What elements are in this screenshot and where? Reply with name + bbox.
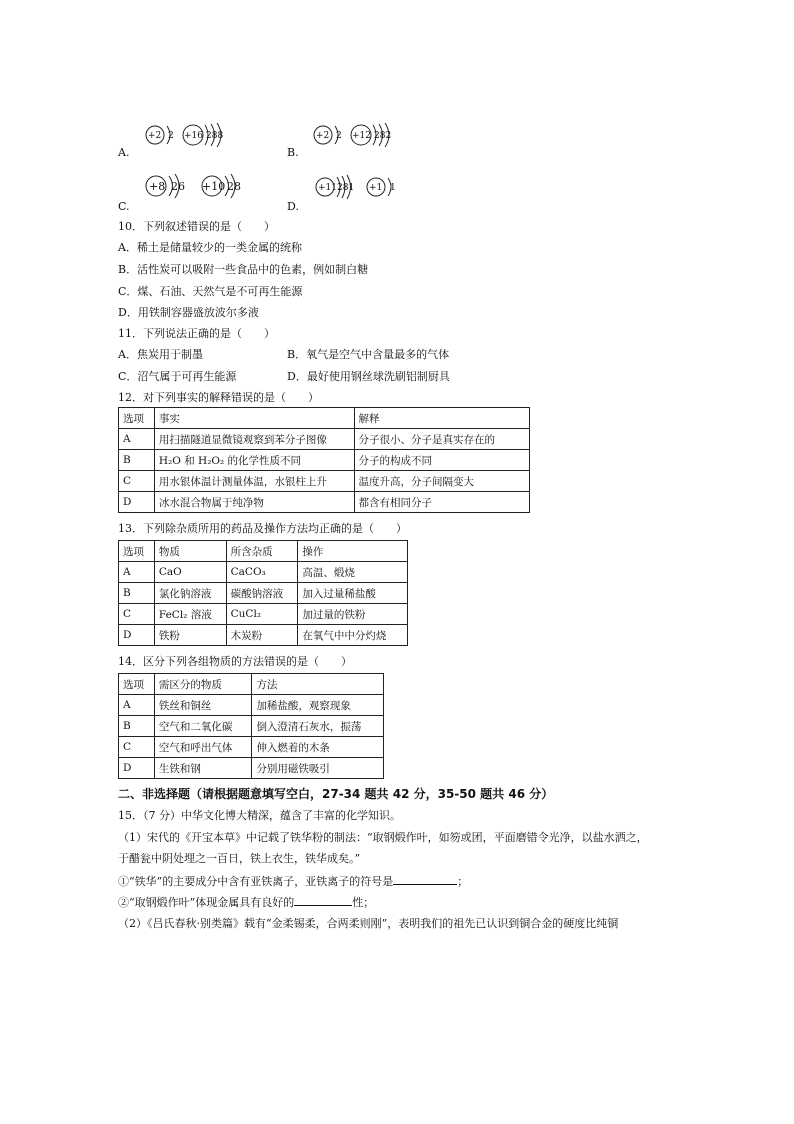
- table-header-cell: 选项: [119, 408, 155, 429]
- q10-option-b: B．活性炭可以吸附一些食品中的色素，例如制白糖: [118, 263, 369, 276]
- table-header-cell: 物质: [154, 541, 226, 562]
- q14-table: [118, 673, 384, 779]
- table-cell: A: [119, 429, 155, 450]
- table-cell: 冰水混合物属于纯净物: [154, 492, 354, 513]
- table-row: [119, 492, 530, 513]
- table-cell: 分别用磁铁吸引: [252, 758, 384, 779]
- table-cell: B: [119, 450, 155, 471]
- table-cell: 都含有相同分子: [354, 492, 530, 513]
- subquestion-tail: 性；: [352, 896, 375, 909]
- table-cell: 生铁和钢: [154, 758, 252, 779]
- q15-subquestion-2: [118, 895, 374, 910]
- q11-option-c: C．沼气属于可再生能源: [118, 370, 237, 383]
- table-header-row: [119, 541, 408, 562]
- atom-nucleus: +12: [352, 131, 371, 141]
- table-header-cell: 所含杂质: [226, 541, 298, 562]
- q10-option-a: A．稀土是储量较少的一类金属的统称: [118, 241, 302, 254]
- q11-stem: 11．下列说法正确的是（ ）: [118, 327, 275, 340]
- table-cell: D: [119, 625, 155, 646]
- q10-stem: 10．下列叙述错误的是（ ）: [118, 220, 275, 233]
- q12-stem: 12．对下列事实的解释错误的是（ ）: [118, 391, 319, 404]
- subquestion-text: ②“取钢煅作叶”体现金属具有良好的: [118, 896, 295, 909]
- q9-option-c-diagram: [140, 172, 250, 204]
- answer-blank[interactable]: [294, 895, 352, 906]
- table-row: [119, 716, 384, 737]
- table-row: [119, 695, 384, 716]
- subquestion-text: ①“铁华”的主要成分中含有亚铁离子，亚铁离子的符号是: [118, 875, 394, 888]
- atom-nucleus: +8: [149, 180, 166, 193]
- atom-shells: 1: [390, 183, 396, 193]
- q15-subquestion-1: [118, 874, 468, 889]
- table-cell: C: [119, 471, 155, 492]
- table-cell: 加过量的铁粉: [298, 604, 408, 625]
- q13-table: [118, 540, 408, 646]
- table-cell: 加稀盐酸，观察现象: [252, 695, 384, 716]
- table-cell: FeCl₂ 溶液: [154, 604, 226, 625]
- q10-option-d: D．用铁制容器盛放波尔多液: [118, 306, 259, 319]
- table-cell: D: [119, 492, 155, 513]
- atom-nucleus: +16: [184, 131, 203, 141]
- table-header-cell: 方法: [252, 674, 384, 695]
- q13-stem: 13．下列除杂质所用的药品及操作方法均正确的是（ ）: [118, 522, 407, 535]
- q10-option-c: C．煤、石油、天然气是不可再生能源: [118, 285, 303, 298]
- table-header-cell: 需区分的物质: [154, 674, 252, 695]
- table-row: [119, 450, 530, 471]
- table-header-row: [119, 408, 530, 429]
- table-cell: 加入过量稀盐酸: [298, 583, 408, 604]
- table-cell: 伸入燃着的木条: [252, 737, 384, 758]
- q9-option-d-label: D.: [287, 200, 299, 213]
- table-cell: C: [119, 737, 155, 758]
- table-cell: 用水银体温计测量体温，水银柱上升: [154, 471, 354, 492]
- atom-nucleus: +1: [369, 183, 383, 193]
- q9-option-c-label: C.: [118, 200, 130, 213]
- table-cell: 分子的构成不同: [354, 450, 530, 471]
- table-cell: CuCl₂: [226, 604, 298, 625]
- q9-option-a-diagram: [140, 122, 240, 152]
- table-cell: H₂O 和 H₂O₂ 的化学性质不同: [154, 450, 354, 471]
- table-cell: CaO: [154, 562, 226, 583]
- atom-shells: 28: [227, 180, 241, 193]
- atom-nucleus: +2: [148, 131, 162, 141]
- q9-option-d-diagram: [310, 174, 420, 204]
- atom-shells: 281: [337, 183, 355, 193]
- table-cell: 铁丝和铜丝: [154, 695, 252, 716]
- atom-shells: 26: [171, 180, 185, 193]
- table-cell: C: [119, 604, 155, 625]
- q11-option-a: A．焦炭用于制墨: [118, 348, 203, 361]
- table-header-cell: 操作: [298, 541, 408, 562]
- table-cell: 用扫描隧道显微镜观察到苯分子图像: [154, 429, 354, 450]
- q11-option-b: B．氧气是空气中含量最多的气体: [287, 348, 450, 361]
- atom-nucleus: +10: [202, 180, 226, 193]
- table-row: [119, 429, 530, 450]
- answer-blank[interactable]: [393, 874, 457, 885]
- table-cell: 高温、煅烧: [298, 562, 408, 583]
- q11-option-d: D．最好使用钢丝球洗刷铝制厨具: [287, 370, 450, 383]
- q9-option-b-label: B.: [287, 146, 299, 159]
- atom-nucleus: +11: [318, 183, 337, 193]
- q9-option-a-label: A.: [118, 146, 130, 159]
- table-cell: B: [119, 583, 155, 604]
- table-cell: 在氧气中中分灼烧: [298, 625, 408, 646]
- q9-option-b-diagram: [308, 122, 408, 152]
- table-cell: B: [119, 716, 155, 737]
- table-cell: A: [119, 695, 155, 716]
- table-cell: 温度升高，分子间隔变大: [354, 471, 530, 492]
- table-cell: D: [119, 758, 155, 779]
- table-row: [119, 562, 408, 583]
- q12-table: [118, 407, 530, 513]
- atom-shells: 2: [168, 131, 174, 141]
- table-header-cell: 解释: [354, 408, 530, 429]
- table-row: [119, 583, 408, 604]
- table-header-cell: 选项: [119, 541, 155, 562]
- subquestion-tail: ；: [457, 875, 469, 888]
- table-cell: A: [119, 562, 155, 583]
- q15-paragraph-1-line-1: （1）宋代的《开宝本草》中记载了铁华粉的制法：“取钢煅作叶，如笏或团，平面磨错令光净，以盐水洒之，: [118, 831, 648, 844]
- table-row: [119, 737, 384, 758]
- atom-nucleus: +2: [316, 131, 330, 141]
- table-cell: 铁粉: [154, 625, 226, 646]
- q14-stem: 14．区分下列各组物质的方法错误的是（ ）: [118, 655, 352, 668]
- table-header-cell: 选项: [119, 674, 155, 695]
- atom-shells: 282: [374, 131, 392, 141]
- table-cell: 空气和呼出气体: [154, 737, 252, 758]
- q15-stem: 15．（7 分）中华文化博大精深，蕴含了丰富的化学知识。: [118, 809, 401, 822]
- table-row: [119, 758, 384, 779]
- table-cell: 空气和二氧化碳: [154, 716, 252, 737]
- table-cell: 木炭粉: [226, 625, 298, 646]
- table-header-row: [119, 674, 384, 695]
- q15-paragraph-1-line-2: 于醋瓮中阴处埋之一百日，铁上衣生，铁华成矣。”: [118, 852, 361, 865]
- table-cell: 氯化钠溶液: [154, 583, 226, 604]
- table-row: [119, 625, 408, 646]
- atom-shells: 288: [206, 131, 224, 141]
- table-row: [119, 471, 530, 492]
- atom-shells: 2: [336, 131, 342, 141]
- table-header-cell: 事实: [154, 408, 354, 429]
- table-cell: 分子很小、分子是真实存在的: [354, 429, 530, 450]
- table-row: [119, 604, 408, 625]
- table-cell: 碳酸钠溶液: [226, 583, 298, 604]
- table-cell: 倒入澄清石灰水，振荡: [252, 716, 384, 737]
- section-heading: 二、非选择题（请根据题意填写空白，27-34 题共 42 分，35-50 题共 46 分）: [118, 787, 554, 801]
- table-cell: CaCO₃: [226, 562, 298, 583]
- q15-paragraph-2-line-1: （2）《吕氏春秋·别类篇》载有“金柔锡柔，合两柔则刚”，表明我们的祖先已认识到铜合金的硬度比纯铜: [118, 917, 619, 930]
